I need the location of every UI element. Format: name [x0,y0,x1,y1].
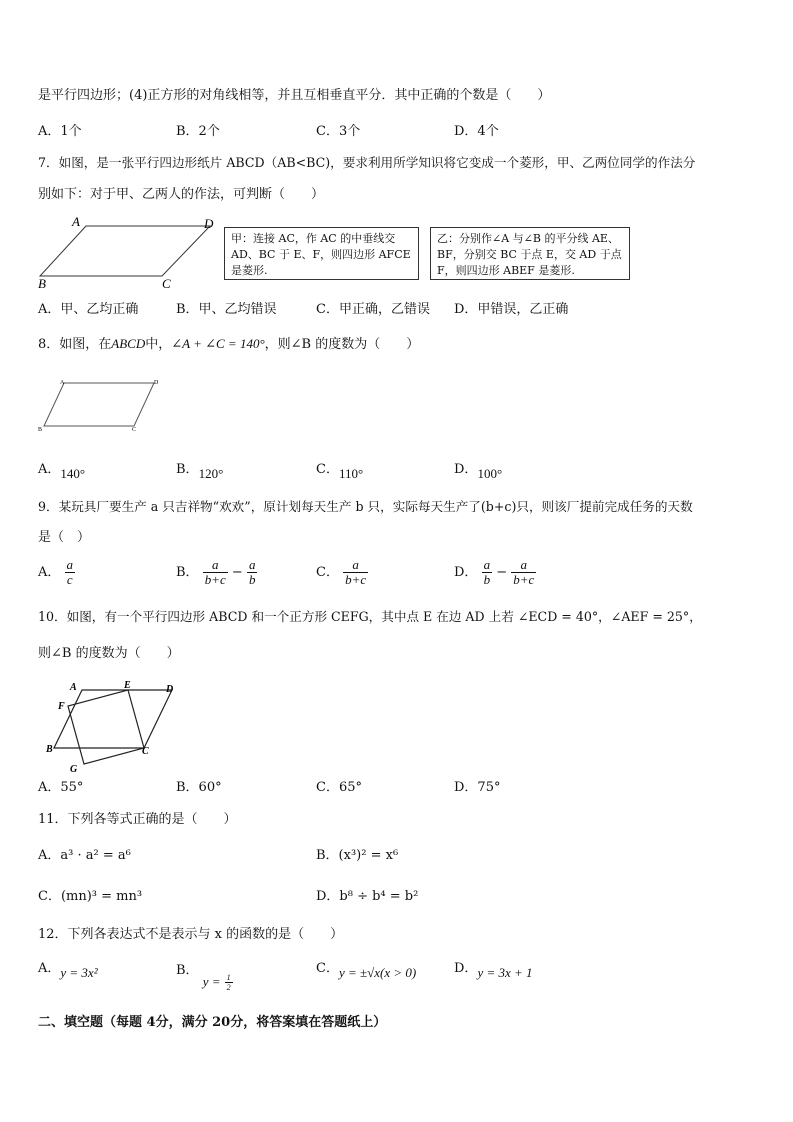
q8-option-b-letter: B． [176,462,199,477]
section2-heading: 二、填空题（每题 4分，满分 20分，将答案填在答题纸上） [38,1015,387,1030]
q11-option-a: A．a³ · a² = a⁶ [38,848,131,863]
q8-shape: ABCD [111,336,146,351]
q9-option-d-fraction2 [511,558,536,587]
q10-option-a: A．55° [38,780,84,795]
q7-option-a: A．甲、乙均正确 [38,302,139,317]
q7-stem-line2: 别如下：对于甲、乙两人的作法，可判断（ ） [38,187,325,202]
q12-option-d-letter: D． [454,961,478,976]
q12-option-a-letter: A． [38,961,61,976]
q8-option-b [176,462,224,481]
q8-option-a-value: 140° [60,466,86,481]
q9-c-denominator: b+c [345,572,367,587]
q9-option-d-fraction1 [482,558,493,587]
q9-b-minus: − [231,565,243,580]
q10-label-c: C [142,746,149,757]
q8-prefix: 8．如图，在 [38,337,112,352]
q12-option-b [176,961,233,992]
q11-option-d: D．b⁸ ÷ b⁴ = b² [316,889,419,904]
q7-box-jia: 甲：连接 AC，作 AC 的中垂线交 AD、BC 于 E、F，则四边形 AFCE 是菱形. [224,227,419,280]
q9-stem-line1: 9．某玩具厂要生产 a 只吉祥物“欢欢”，原计划每天生产 b 只，实际每天生产了(b+c)只，则该厂提前完成任务的天数 [38,499,693,514]
q12-b-fraction [225,973,233,992]
q6-option-c: C．3个 [316,124,361,139]
q10-label-a: A [70,682,77,693]
q8-suffix: ，则∠B 的度数为（ ） [264,337,420,352]
q9-option-d-letter: D． [454,565,478,580]
q9-c-numerator: a [343,558,368,573]
q9-option-b-letter: B． [176,565,199,580]
q9-a-numerator: a [66,557,74,572]
q7-label-c: C [162,276,171,290]
q9-b-denominator1: b+c [204,572,226,587]
q9-option-b-fraction2 [247,558,258,587]
q11-stem: 11．下列各等式正确的是（ ） [38,812,237,827]
q9-option-a-letter: A． [38,565,61,580]
q10-label-g: G [70,764,78,774]
q11-option-c: C．(mn)³ = mn³ [38,889,143,904]
q8-figure [36,376,166,434]
q9-option-c [316,558,368,587]
q8-option-b-value: 120° [198,466,224,481]
q8-stem [38,337,419,351]
q12-option-c-letter: C． [316,961,339,976]
q10-label-d: D [166,684,174,695]
q8-option-a-letter: A． [38,462,61,477]
q12-option-c-expr: y = ±√x(x > 0) [338,965,417,980]
q8-label-b: B [38,427,43,433]
q9-d-denominator2: b+c [513,572,535,587]
q9-option-c-letter: C． [316,565,339,580]
q7-label-a: A [72,214,80,229]
q7-option-c: C．甲正确，乙错误 [316,302,430,317]
q8-option-c [316,462,364,481]
q8-option-d-letter: D． [454,462,478,477]
q12-b-denominator: 2 [226,983,231,992]
q9-option-b [176,558,257,587]
q9-stem-line2: 是（ ） [38,530,91,545]
q12-option-d [454,961,533,980]
q10-label-e: E [124,680,131,691]
q9-b-numerator1: a [203,558,228,573]
q9-option-a [38,558,75,587]
q9-option-b-fraction1 [203,558,228,587]
q7-label-d: D [204,216,214,231]
q8-option-d [454,462,503,481]
q10-label-b: B [46,744,53,755]
q7-label-b: B [38,276,46,290]
q9-d-numerator2: a [511,558,536,573]
q10-option-c: C．65° [316,780,362,795]
q12-option-a-expr: y = 3x² [60,965,98,980]
q8-mid: 中， [145,337,172,352]
q10-stem-line2: 则∠B 的度数为（ ） [38,646,180,661]
q8-label-a: A [60,380,65,386]
q9-option-d [454,558,536,587]
q12-option-d-expr: y = 3x + 1 [477,965,533,980]
q12-b-lhs: y = [202,974,221,989]
q6-tail-line: 是平行四边形；(4)正方形的对角线相等，并且互相垂直平分．其中正确的个数是（ ） [38,88,551,103]
q9-option-c-fraction [343,558,368,587]
q6-option-b: B．2个 [176,124,220,139]
q10-option-d: D．75° [454,780,501,795]
q10-option-b: B．60° [176,780,222,795]
q9-b-denominator2: b [248,572,256,587]
q7-stem-line1: 7．如图，是一张平行四边形纸片 ABCD（AB<BC)，要求利用所学知识将它变成一个菱形，甲、乙两位同学的作法分 [38,155,696,170]
q9-b-numerator2: a [248,557,256,572]
q10-stem-line1: 10．如图，有一个平行四边形 ABCD 和一个正方形 CEFG，其中点 E 在边 AD 上若 ∠ECD = 40°，∠AEF = 25°， [38,609,702,624]
q8-option-a [38,462,86,481]
q9-d-denominator1: b [483,572,491,587]
q12-b-numerator: 1 [226,973,231,982]
q7-figure [36,214,220,290]
q7-option-b: B．甲、乙均错误 [176,302,277,317]
q8-option-d-value: 100° [477,466,503,481]
q8-option-c-letter: C． [316,462,339,477]
q6-option-d: D．4个 [454,124,499,139]
q7-option-d: D．甲错误，乙正确 [454,302,569,317]
q8-label-c: C [132,427,137,433]
q6-option-a: A．1个 [38,124,82,139]
q8-condition: ∠A + ∠C = 140° [171,336,265,351]
q12-option-c [316,961,417,980]
q10-figure [44,678,184,774]
q8-label-d: D [154,380,159,386]
q8-option-c-value: 110° [338,466,364,481]
q12-stem: 12．下列各表达式不是表示与 x 的函数的是（ ） [38,927,344,942]
q12-option-b-letter: B． [176,963,199,978]
q12-option-b-expr [203,975,233,990]
q9-option-a-fraction [65,558,76,587]
q11-option-b: B．(x³)² = x⁶ [316,848,399,863]
q9-d-numerator1: a [483,557,491,572]
q7-box-yi: 乙：分别作∠A 与∠B 的平分线 AE、BF，分别交 BC 于点 E，交 AD 于点 F，则四边形 ABEF 是菱形. [430,227,630,280]
q9-d-minus: − [496,565,508,580]
q10-label-f: F [58,701,65,712]
q9-a-denominator: c [66,572,73,587]
q12-option-a [38,961,98,980]
